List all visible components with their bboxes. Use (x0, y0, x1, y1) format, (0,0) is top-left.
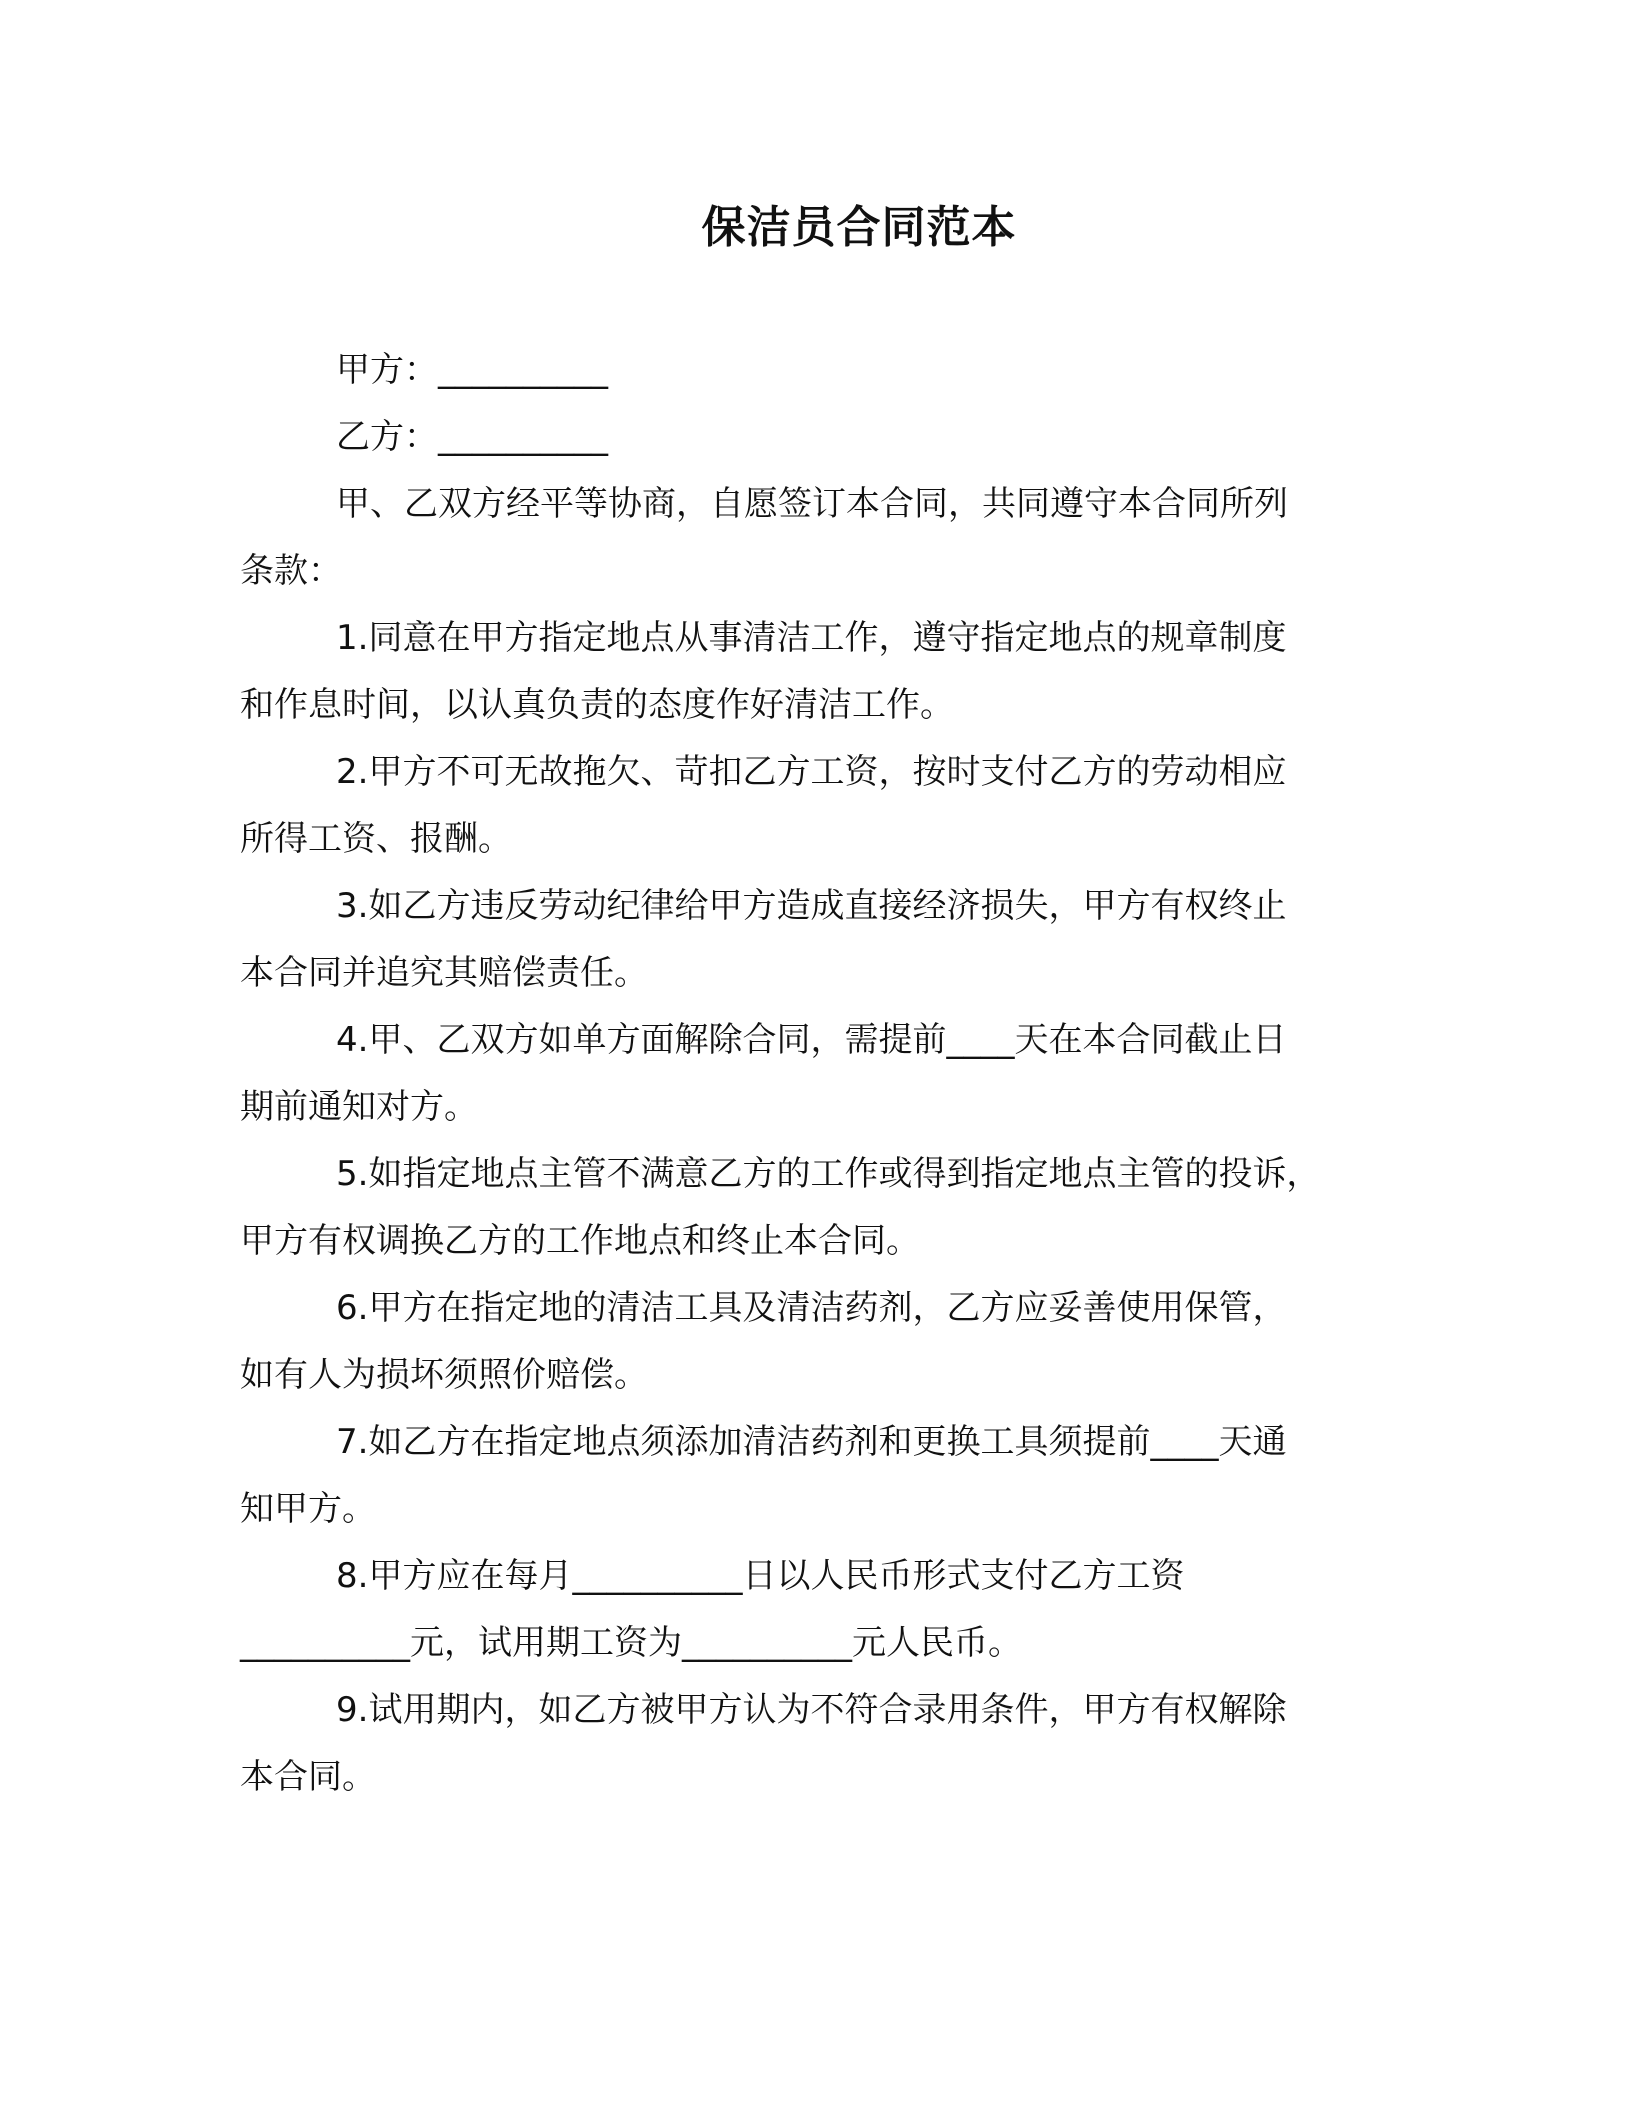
clause-3-line-2: 本合同并追究其赔偿责任。 (240, 953, 648, 993)
clause-6-line-2: 如有人为损坏须照价赔偿。 (240, 1355, 648, 1395)
document-title: 保洁员合同范本 (701, 202, 1017, 253)
clause-5-line-1: 5.如指定地点主管不满意乙方的工作或得到指定地点主管的投诉， (336, 1154, 1321, 1194)
clause-4-line-1: 4.甲、乙双方如单方面解除合同，需提前____天在本合同截止日 (336, 1020, 1287, 1060)
clause-2-line-1: 2.甲方不可无故拖欠、苛扣乙方工资，按时支付乙方的劳动相应 (336, 752, 1287, 792)
clause-7-line-2: 知甲方。 (240, 1489, 376, 1529)
preamble-line-1: 甲、乙双方经平等协商，自愿签订本合同，共同遵守本合同所列 (336, 484, 1288, 524)
party-a-line: 甲方：__________ (336, 350, 608, 390)
clause-5-line-2: 甲方有权调换乙方的工作地点和终止本合同。 (240, 1221, 920, 1261)
clause-3-line-1: 3.如乙方违反劳动纪律给甲方造成直接经济损失，甲方有权终止 (336, 886, 1287, 926)
clause-2-line-2: 所得工资、报酬。 (240, 819, 512, 859)
clause-6-line-1: 6.甲方在指定地的清洁工具及清洁药剂，乙方应妥善使用保管， (336, 1288, 1287, 1328)
preamble-line-2: 条款： (240, 551, 342, 591)
clause-9-line-1: 9.试用期内，如乙方被甲方认为不符合录用条件，甲方有权解除 (336, 1690, 1287, 1730)
clause-7-line-1: 7.如乙方在指定地点须添加清洁药剂和更换工具须提前____天通 (336, 1422, 1287, 1462)
document-body (240, 337, 1390, 1811)
clause-8-line-1: 8.甲方应在每月__________日以人民币形式支付乙方工资 (336, 1556, 1185, 1596)
clause-9-line-2: 本合同。 (240, 1757, 376, 1797)
clause-1-line-1: 1.同意在甲方指定地点从事清洁工作，遵守指定地点的规章制度 (336, 618, 1287, 658)
clause-8-line-2: __________元，试用期工资为__________元人民币。 (240, 1623, 1022, 1663)
clause-4-line-2: 期前通知对方。 (240, 1087, 478, 1127)
party-b-line: 乙方：__________ (336, 417, 608, 457)
clause-1-line-2: 和作息时间，以认真负责的态度作好清洁工作。 (240, 685, 954, 725)
